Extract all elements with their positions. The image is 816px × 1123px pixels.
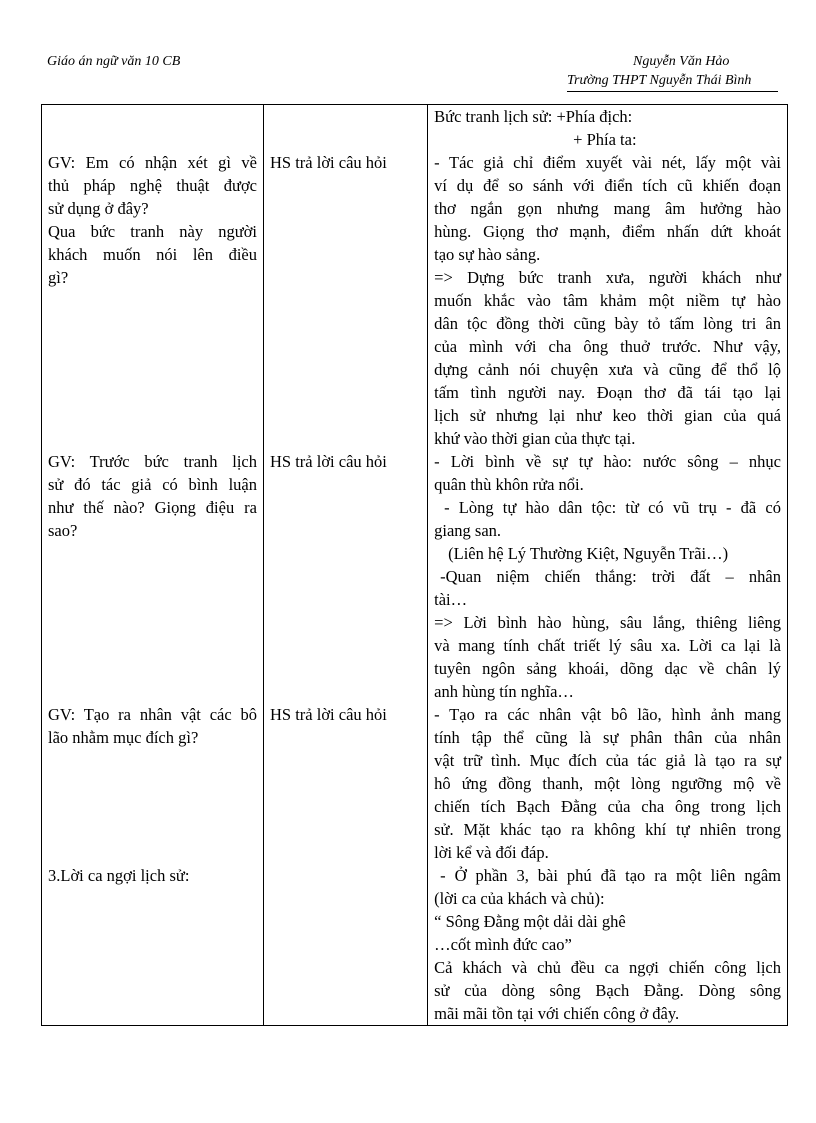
text-line: muốn khắc vào tâm khảm một niềm tự hào [434, 291, 781, 310]
text-line: anh hùng tín nghĩa… [434, 682, 574, 701]
text-line: thủ pháp nghệ thuật được [48, 176, 257, 195]
header-author: Nguyễn Văn Hảo [633, 54, 730, 69]
text-line: lời kể và đối đáp. [434, 843, 549, 862]
text-line: HS trả lời câu hỏi [270, 153, 387, 172]
text-line: quân thù khôn rửa nổi. [434, 475, 584, 494]
text-line: (Liên hệ Lý Thường Kiệt, Nguyễn Trãi…) [448, 544, 729, 563]
text-line: 3.Lời ca ngợi lịch sử: [48, 866, 190, 885]
text-line: dân tộc đồng thời cũng bày tỏ tấm lòng tri ân [434, 314, 781, 333]
text-line: lão nhằm mục đích gì? [48, 728, 199, 747]
content-column [428, 105, 788, 1026]
text-line: chiến tích Bạch Đằng của cha ông trong lịch [434, 797, 781, 816]
text-line: GV: Trước bức tranh lịch [48, 452, 257, 471]
text-line: - Ở phần 3, bài phú đã tạo ra một liên ngâm [440, 866, 781, 885]
header-subject: Giáo án ngữ văn 10 CB [47, 54, 181, 69]
table-row [42, 105, 788, 1026]
header-school: Trường THPT Nguyễn Thái Bình [567, 73, 752, 88]
text-line: tuyên ngôn sảng khoái, dõng dạc về chân lý [434, 659, 781, 678]
text-line: - Tạo ra các nhân vật bô lão, hình ảnh mang [434, 705, 781, 724]
student-activity-column [264, 105, 428, 1026]
text-line: => Dựng bức tranh xưa, người khách như [434, 268, 781, 287]
text-line: Qua bức tranh này người [48, 222, 257, 241]
text-line: sao? [48, 521, 78, 540]
text-line: hô ứng đồng thanh, một lòng ngưỡng mộ về [434, 774, 781, 793]
text-line: tài… [434, 590, 468, 609]
text-line: -Quan niệm chiến thắng: trời đất – nhân [440, 567, 781, 586]
text-line: (lời ca của khách và chủ): [434, 889, 605, 908]
text-line: sử. Mặt khác tạo ra không khí tự nhiên trong [434, 820, 781, 839]
text-line: mãi mãi tồn tại với chiến công ở đây. [434, 1004, 680, 1023]
text-line: của mình với cha ông thuở trước. Như vậy, [434, 337, 781, 356]
text-line: + Phía ta: [573, 130, 637, 149]
text-line: tạo sự hào sảng. [434, 245, 541, 264]
text-line: sử dụng ở đây? [48, 199, 149, 218]
text-line: vật trữ tình. Mục đích của tác giả là tạo ra sự [434, 751, 781, 770]
lesson-table [41, 104, 788, 1026]
text-line: thơ ngắn gọn nhưng mang âm hưởng hào [434, 199, 781, 218]
text-line: sử của dòng sông Bạch Đằng. Dòng sông [434, 981, 781, 1000]
text-line: ví dụ để so sánh với điển tích cũ khiến đoạn [434, 176, 781, 195]
text-line: Bức tranh lịch sử: +Phía địch: [434, 107, 633, 126]
text-line: sử đó tác giả có bình luận [48, 475, 257, 494]
text-line: gì? [48, 268, 69, 287]
text-line: khách muốn nói lên điều [48, 245, 257, 264]
text-line: - Lời bình về sự tự hào: nước sông – nhục [434, 452, 781, 471]
header-underline [567, 91, 778, 92]
text-line: dựng cảnh nói chuyện xưa và cũng để thổ lộ [434, 360, 781, 379]
text-line: giang san. [434, 521, 502, 540]
text-line: tính tập thể cũng là sự phân thân của nhân [434, 728, 781, 747]
text-line: HS trả lời câu hỏi [270, 452, 387, 471]
text-line: …cốt mình đức cao” [434, 935, 572, 954]
text-line: - Tác giả chỉ điểm xuyết vài nét, lấy một vài [434, 153, 781, 172]
text-line: và mang tính chất triết lý sâu xa. Lời ca lại là [434, 636, 781, 655]
text-line: GV: Tạo ra nhân vật các bô [48, 705, 257, 724]
text-line: - Lòng tự hào dân tộc: từ có vũ trụ - đã có [444, 498, 781, 517]
text-line: như thế nào? Giọng điệu ra [48, 498, 257, 517]
text-line: khứ vào thời gian của thực tại. [434, 429, 636, 448]
text-line: tấm tình người nay. Đoạn thơ đã tái tạo lại [434, 383, 781, 402]
text-line: hùng. Giọng thơ mạnh, điểm nhấn dứt khoát [434, 222, 781, 241]
text-line: GV: Em có nhận xét gì về [48, 153, 257, 172]
text-line: HS trả lời câu hỏi [270, 705, 387, 724]
text-line: Cả khách và chủ đều ca ngợi chiến công lịch [434, 958, 781, 977]
text-line: lịch sử nhưng lại như keo thời gian của quá [434, 406, 781, 425]
text-line: => Lời bình hào hùng, sâu lắng, thiêng liêng [434, 613, 781, 632]
teacher-activity-column [42, 105, 264, 1026]
text-line: “ Sông Đằng một dải dài ghê [434, 912, 626, 931]
